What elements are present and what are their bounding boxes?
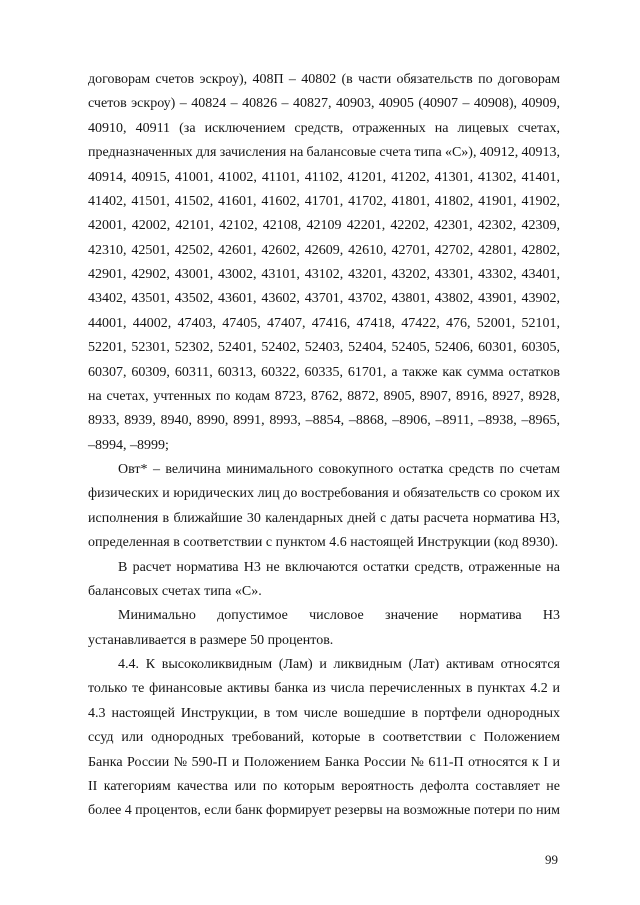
text-line: определенная в соответствии с пунктом 4.6 настоящей Инструкции (код 8930). [88,535,559,551]
paragraph-minimum-value [88,604,560,653]
text-line: более 4 процентов, если банк формирует резервы на возможные потери по ним [88,803,560,819]
text-line: счетов эскроу) – 40824 – 40826 – 40827, 40903, 40905 (40907 – 40908), 40909, [88,96,560,112]
text-line: 43402, 43501, 43502, 43601, 43602, 43701, 43702, 43801, 43802, 43901, 43902, [88,291,560,307]
text-line: 42310, 42501, 42502, 42601, 42602, 42609, 42610, 42701, 42702, 42801, 42802, [88,242,560,258]
paragraph-ovt-definition [88,458,560,556]
text-line: исполнения в ближайшие 30 календарных дней с даты расчета норматива Н3, [88,510,560,526]
text-line: предназначенных для зачисления на балансовые счета типа «С»), 40912, 40913, [88,145,560,161]
text-line: 4.3 настоящей Инструкции, в том числе вошедшие в портфели однородных [88,705,560,721]
text-line: В расчет норматива Н3 не включаются остатки средств, отраженные на [118,559,560,575]
document-body [88,68,560,824]
paragraph-account-list [88,68,560,458]
text-line: на счетах, учтенных по кодам 8723, 8762, 8872, 8905, 8907, 8916, 8927, 8928, [88,388,560,404]
text-line: Банка России № 590-П и Положением Банка России № 611-П относятся к I и [88,754,560,770]
text-line: 52201, 52301, 52302, 52401, 52402, 52403, 52404, 52405, 52406, 60301, 60305, [88,340,560,356]
text-line: 42901, 42902, 43001, 43002, 43101, 43102, 43201, 43202, 43301, 43302, 43401, [88,267,560,282]
paragraph-section-4-4 [88,653,560,824]
paragraph-exclusion [88,556,560,605]
text-line: 41402, 41501, 41502, 41601, 41602, 41701, 41702, 41801, 41802, 41901, 41902, [88,193,560,209]
text-line: Минимально допустимое числовое значение норматива Н3 [118,608,560,624]
text-line: –8994, –8999; [88,437,169,453]
text-line: 60307, 60309, 60311, 60313, 60322, 60335, 61701, а также как сумма остатков [88,364,560,380]
text-line: 42001, 42002, 42101, 42102, 42108, 42109 42201, 42202, 42301, 42302, 42309, [88,218,560,234]
text-line: устанавливается в размере 50 процентов. [88,632,334,648]
text-line: Овт* – величина минимального совокупного остатка средств по счетам [118,462,560,477]
text-line: 40910, 40911 (за исключением средств, отраженных на лицевых счетах, [88,120,560,136]
text-line: только те финансовые активы банка из числа перечисленных в пунктах 4.2 и [88,681,560,697]
text-line: физических и юридических лиц до востребования и обязательств со сроком их [88,486,560,502]
text-line: балансовых счетах типа «С». [88,583,262,599]
text-line: 40914, 40915, 41001, 41002, 41101, 41102, 41201, 41202, 41301, 41302, 41401, [88,169,560,185]
page-number: 99 [545,852,558,867]
text-line: 44001, 44002, 47403, 47405, 47407, 47416, 47418, 47422, 476, 52001, 52101, [88,315,560,331]
text-line: II категориям качества или по которым вероятность дефолта составляет не [88,778,560,794]
text-line: ссуд или однородных требований, которые в соответствии с Положением [88,730,560,746]
text-line: договорам счетов эскроу), 408П – 40802 (в части обязательств по договорам [88,72,560,87]
text-line: 4.4. К высоколиквидным (Лам) и ликвидным (Лат) активам относятся [118,657,560,672]
text-line: 8933, 8939, 8940, 8990, 8991, 8993, –8854, –8868, –8906, –8911, –8938, –8965, [88,413,560,429]
